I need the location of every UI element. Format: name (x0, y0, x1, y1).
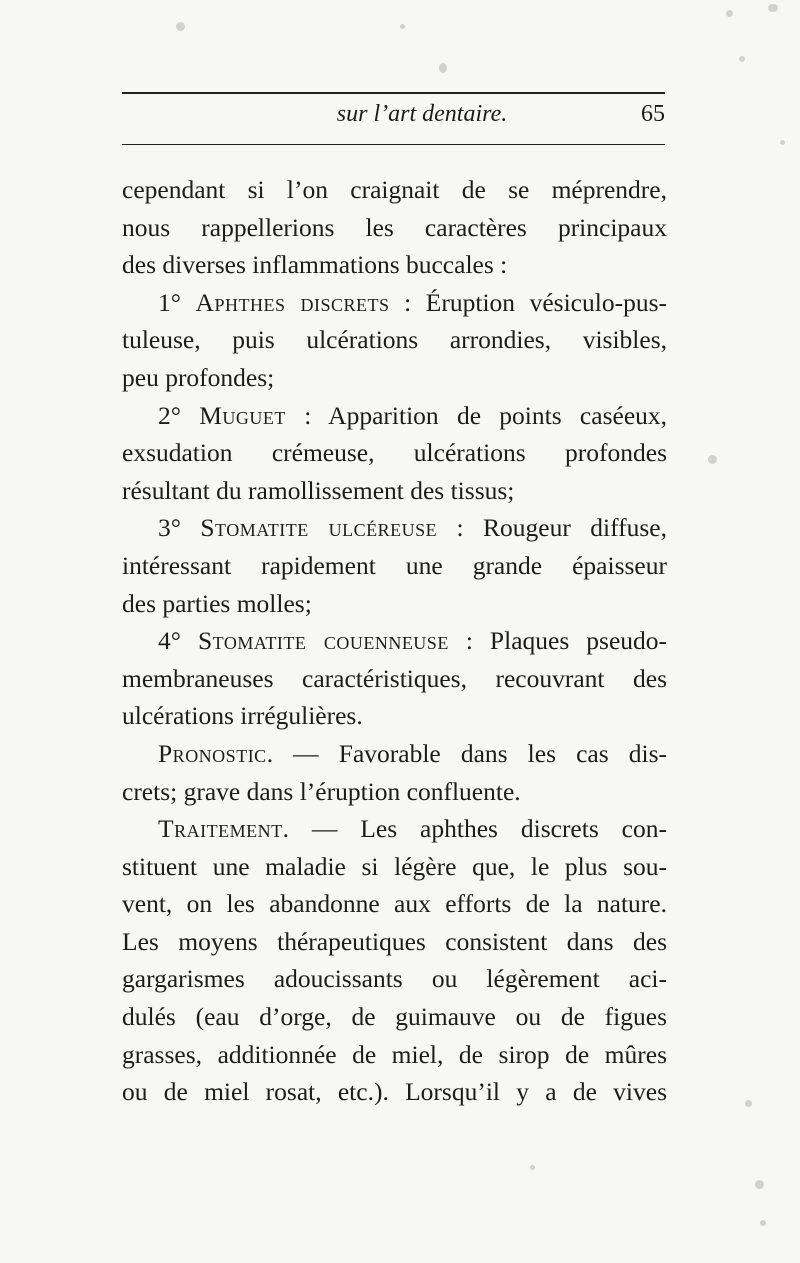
paragraph (122, 622, 667, 735)
text-line (122, 660, 667, 698)
scan-speck (780, 140, 785, 145)
running-head (122, 99, 665, 135)
text-line (122, 209, 667, 247)
paragraph (122, 810, 667, 1111)
text-run: intéressant rapidement une grande épaisseur (122, 550, 667, 580)
text-run: résultant du ramollissement des tissus; (122, 475, 515, 505)
text-line (122, 1073, 667, 1111)
text-line (122, 284, 667, 322)
paragraph (122, 171, 667, 284)
text-line (122, 697, 667, 735)
scan-speck (400, 24, 405, 29)
scan-speck (176, 22, 185, 31)
text-run: gargarismes adoucissants ou légèrement aci- (122, 964, 667, 994)
body-text (122, 171, 667, 1111)
text-run: dulés (eau d’orge, de guimauve ou de figues (122, 1002, 667, 1032)
text-run: grasses, additionnée de miel, de sirop de mûres (122, 1039, 667, 1069)
scan-speck (530, 1165, 535, 1170)
paragraph (122, 509, 667, 622)
text-run: . — Favorable dans les cas dis- (266, 738, 667, 768)
scan-speck (768, 4, 778, 12)
text-line (122, 810, 667, 848)
text-run: 3° (158, 513, 201, 543)
text-line (122, 509, 667, 547)
paragraph (122, 397, 667, 510)
header-bottom-rule (122, 144, 665, 145)
text-line (122, 585, 667, 623)
text-line (122, 998, 667, 1036)
text-line (122, 923, 667, 961)
small-caps-heading: Pronostic (158, 738, 267, 768)
scan-speck (755, 1180, 764, 1189)
text-line (122, 397, 667, 435)
text-run: 1° (158, 287, 196, 317)
text-run: Les moyens thérapeutiques consistent dans des (122, 926, 667, 956)
text-run: . — Les aphthes discrets con- (282, 814, 667, 844)
small-caps-heading: Traitement (158, 814, 283, 844)
text-run: : Éruption vésiculo-pus- (389, 287, 667, 317)
text-run: des diverses inflammations buccales : (122, 250, 508, 280)
text-line (122, 547, 667, 585)
text-line (122, 171, 667, 209)
text-run: membraneuses caractéristiques, recouvrant des (122, 663, 667, 693)
text-line (122, 960, 667, 998)
text-run: ulcérations irrégulières. (122, 701, 363, 731)
text-line (122, 472, 667, 510)
text-line (122, 321, 667, 359)
scan-speck (745, 1100, 752, 1107)
text-run: des parties molles; (122, 588, 312, 618)
text-run: stituent une maladie si légère que, le plus sou- (122, 851, 667, 881)
text-run: cependant si l’on craignait de se méprendre, (122, 175, 667, 204)
scan-speck (726, 10, 733, 17)
text-line (122, 885, 667, 923)
scan-speck (760, 1220, 766, 1226)
paragraph (122, 735, 667, 810)
text-run: : Apparition de points caséeux, (285, 400, 668, 430)
text-run: ou de miel rosat, etc.). Lorsqu’il y a de vives (122, 1077, 667, 1107)
small-caps-heading: Muguet (199, 400, 286, 430)
small-caps-heading: Stomatite couenneuse (197, 626, 449, 656)
text-line (122, 359, 667, 397)
text-run: tuleuse, puis ulcérations arrondies, visibles, (122, 325, 667, 355)
text-run: 4° (158, 626, 198, 656)
text-run: nous rappellerions les caractères principaux (122, 212, 667, 242)
text-run: : Plaques pseudo- (448, 626, 668, 656)
scan-speck (439, 63, 447, 73)
text-line (122, 622, 667, 660)
text-run: 2° (158, 400, 200, 430)
text-line (122, 246, 667, 284)
text-line (122, 848, 667, 886)
small-caps-heading: Aphthes discrets (195, 287, 390, 317)
text-line (122, 773, 667, 811)
scan-speck (708, 455, 717, 464)
scan-speck (739, 56, 745, 62)
text-run: exsudation crémeuse, ulcérations profondes (122, 438, 667, 468)
small-caps-heading: Stomatite ulcéreuse (200, 513, 438, 543)
text-line (122, 1036, 667, 1074)
text-run: crets; grave dans l’éruption confluente. (122, 776, 521, 806)
page-number: 65 (641, 101, 665, 127)
text-line (122, 735, 667, 773)
text-run: : Rougeur diffuse, (437, 513, 668, 543)
running-title: sur l’art dentaire. (336, 101, 508, 127)
paragraph (122, 284, 667, 397)
text-line (122, 434, 667, 472)
text-run: peu profondes; (122, 362, 275, 392)
text-run: vent, on les abandonne aux efforts de la nature. (122, 889, 667, 919)
header-top-rule (122, 92, 665, 94)
